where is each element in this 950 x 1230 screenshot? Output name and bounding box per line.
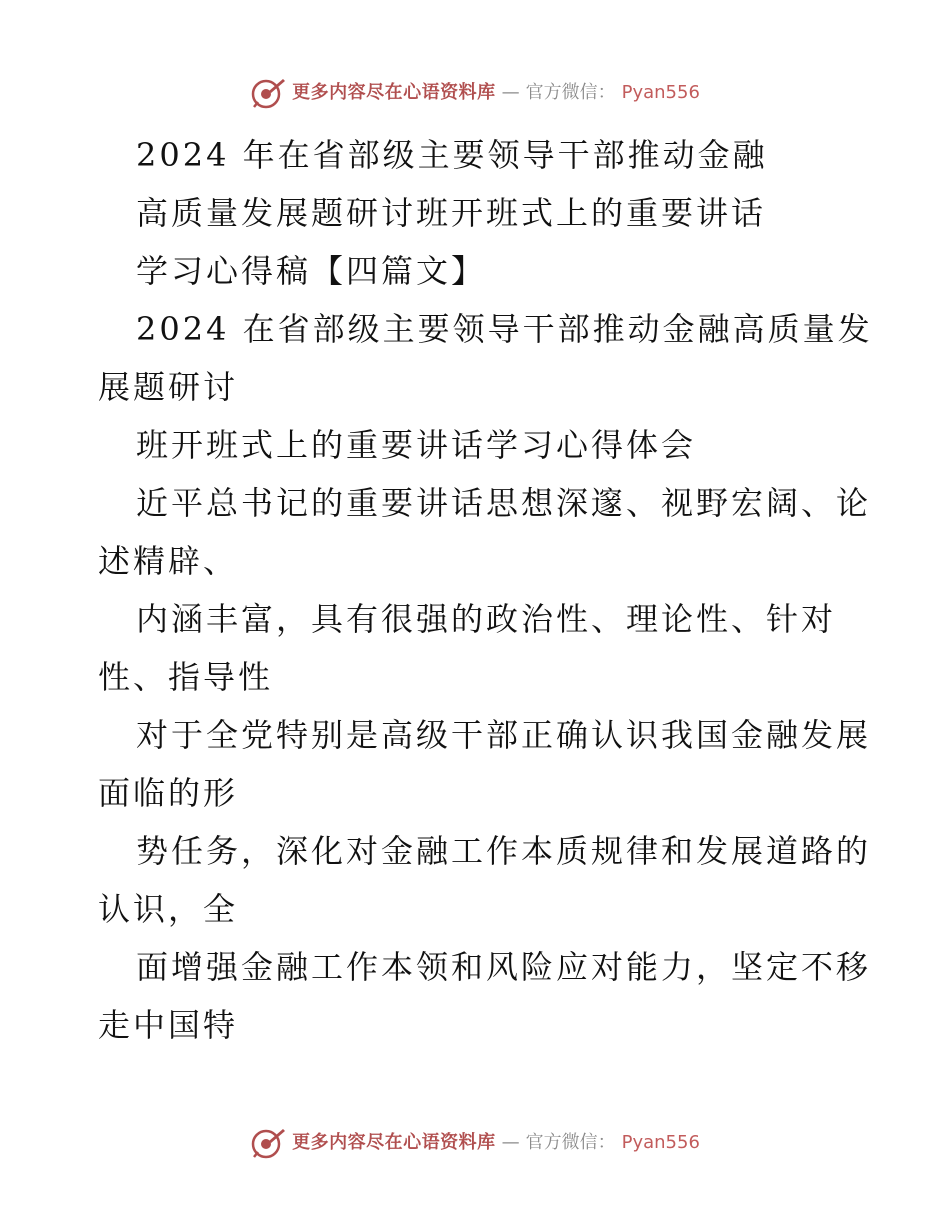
doc-title-line: 2024 年在省部级主要领导干部推动金融 — [136, 136, 768, 174]
pen-logo-icon — [250, 76, 286, 110]
doc-paragraph-line: 内涵丰富，具有很强的政治性、理论性、针对 — [136, 600, 837, 638]
doc-paragraph-line: 势任务，深化对金融工作本质规律和发展道路的 — [136, 832, 872, 870]
doc-subtitle-line: 2024 在省部级主要领导干部推动金融高质量发 — [136, 310, 873, 348]
doc-paragraph-line: 认识，全 — [98, 890, 239, 928]
doc-paragraph-line: 近平总书记的重要讲话思想深邃、视野宏阔、论 — [136, 484, 872, 522]
watermark-wechat-id: Pyan556 — [621, 1132, 700, 1153]
watermark-wechat-id: Pyan556 — [621, 82, 700, 103]
pen-logo-icon — [250, 1126, 286, 1160]
document-body — [98, 126, 873, 1054]
watermark-dash: — — [501, 82, 520, 103]
doc-title-line: 学习心得稿【四篇文】 — [136, 252, 487, 290]
doc-paragraph-line: 面临的形 — [98, 774, 239, 812]
watermark-wechat-label: 官方微信： — [525, 1132, 616, 1153]
doc-subtitle-line: 展题研讨 — [98, 368, 239, 406]
doc-title-line: 高质量发展题研讨班开班式上的重要讲话 — [136, 194, 767, 232]
doc-paragraph-line: 面增强金融工作本领和风险应对能力，坚定不移 — [136, 948, 872, 986]
doc-paragraph-line: 述精辟、 — [98, 542, 239, 580]
watermark-dash: — — [501, 1132, 520, 1153]
watermark-main-text: 更多内容尽在心语资料库 — [292, 82, 496, 103]
watermark-main-text: 更多内容尽在心语资料库 — [292, 1132, 496, 1153]
footer-watermark-banner — [0, 1126, 950, 1160]
doc-paragraph-line: 对于全党特别是高级干部正确认识我国金融发展 — [136, 716, 872, 754]
doc-subtitle-line: 班开班式上的重要讲话学习心得体会 — [136, 426, 697, 464]
watermark-wechat-label: 官方微信： — [525, 82, 616, 103]
doc-paragraph-line: 性、指导性 — [98, 658, 274, 696]
header-watermark-banner — [0, 76, 950, 110]
doc-paragraph-line: 走中国特 — [98, 1006, 239, 1044]
